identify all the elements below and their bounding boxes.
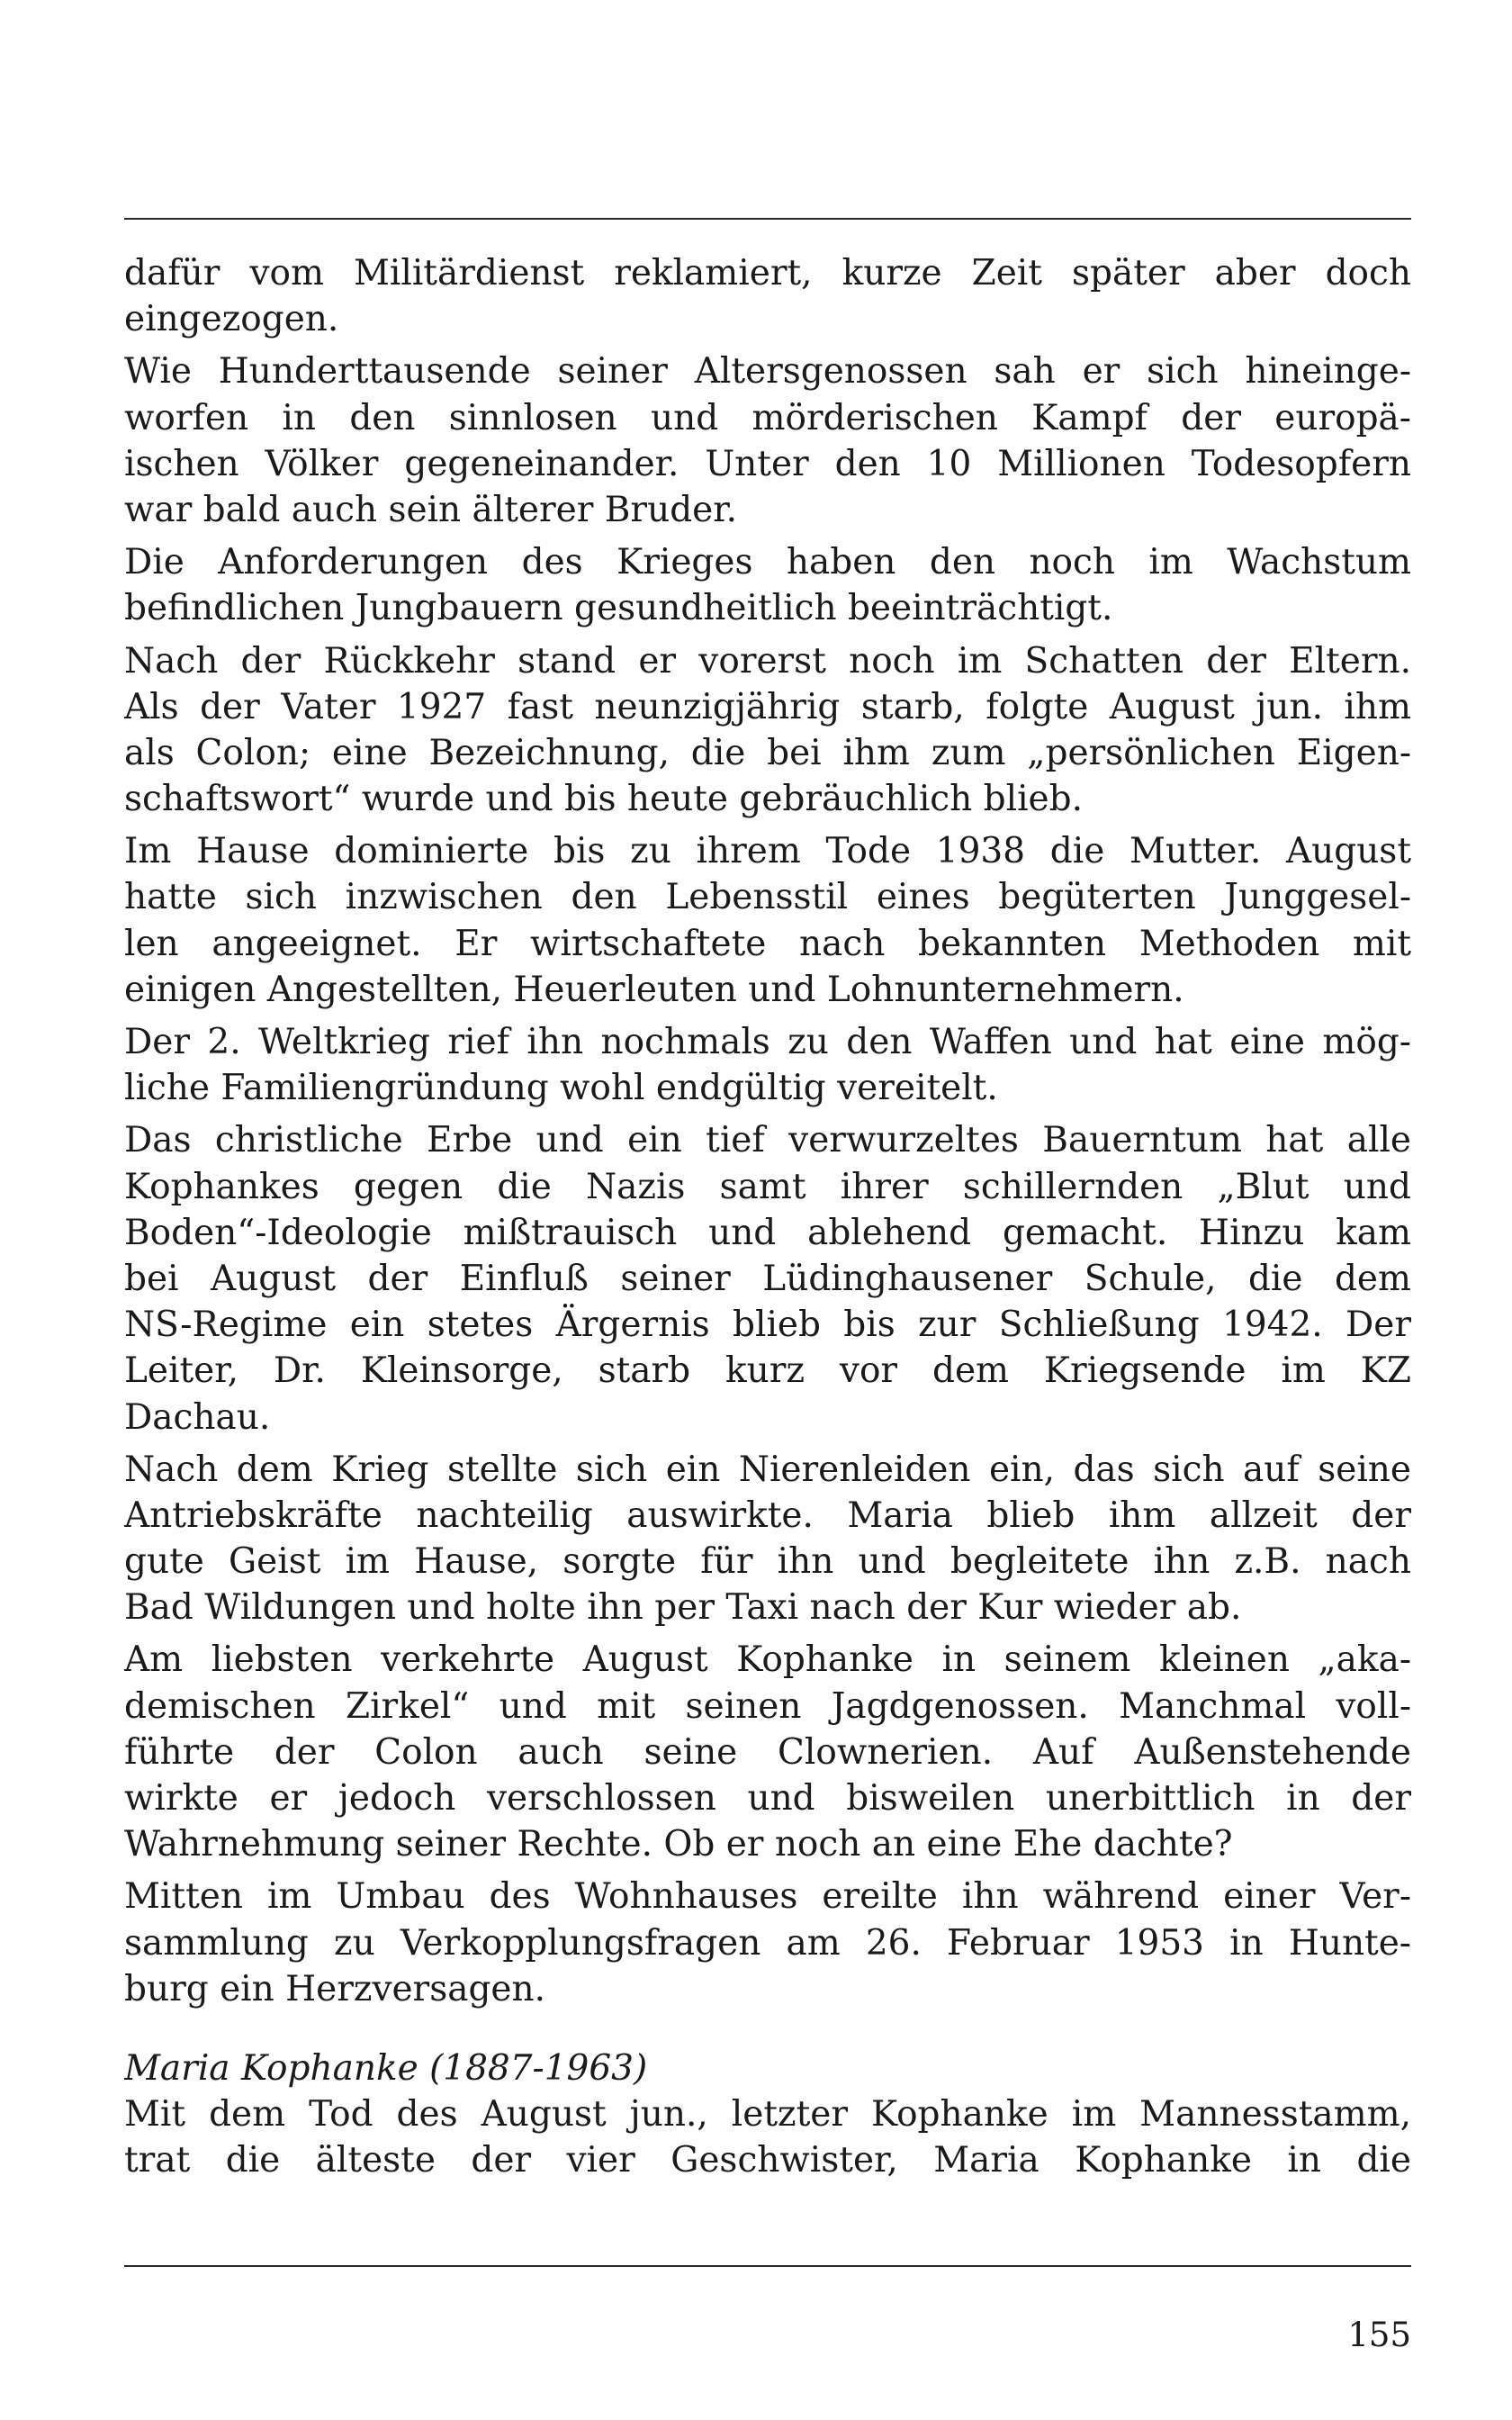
text-line: Das christliche Erbe und ein tief verwurzeltes Bauerntum hat alle xyxy=(124,1120,1411,1161)
text-line: Leiter, Dr. Kleinsorge, starb kurz vor dem Kriegsende im KZ xyxy=(124,1350,1411,1392)
section-heading: Maria Kophanke (1887-1963) xyxy=(124,2047,648,2089)
paragraph xyxy=(124,1637,1411,1867)
text-line: Am liebsten verkehrte August Kophanke in seinem kleinen „aka- xyxy=(124,1639,1411,1681)
page-number: 155 xyxy=(1347,2316,1411,2354)
text-line: eingezogen. xyxy=(124,299,339,340)
section-maria-kophanke xyxy=(124,2045,1411,2184)
text-line: burg ein Herzversagen. xyxy=(124,1968,546,2009)
text-line: NS-Regime ein stetes Ärgernis blieb bis zur Schließung 1942. Der xyxy=(124,1305,1411,1346)
text-line: hatte sich inzwischen den Lebensstil eines begüterten Junggesel- xyxy=(124,877,1411,918)
text-line: schaftswort“ wurde und bis heute gebräuchlich blieb. xyxy=(124,779,1083,820)
text-line: dafür vom Militärdienst reklamiert, kurze Zeit später aber doch xyxy=(124,253,1411,293)
text-line: ischen Völker gegeneinander. Unter den 10 Millionen Todesopfern xyxy=(124,443,1411,484)
text-line: führte der Colon auch seine Clownerien. Auf Außenstehende xyxy=(124,1731,1411,1773)
text-line: trat die älteste der vier Geschwister, Maria Kophanke in die xyxy=(124,2140,1411,2181)
text-line: Wie Hunderttausende seiner Altersgenossen sah er sich hineinge- xyxy=(124,351,1411,393)
paragraph xyxy=(124,1447,1411,1631)
paragraph xyxy=(124,638,1411,823)
text-line: bei August der Einfluß seiner Lüdinghausener Schule, die dem xyxy=(124,1258,1411,1299)
text-line: Kophankes gegen die Nazis samt ihrer schillernden „Blut und xyxy=(124,1166,1411,1207)
paragraph xyxy=(124,1874,1411,2012)
text-line: liche Familiengründung wohl endgültig vereitelt. xyxy=(124,1068,998,1109)
bottom-rule xyxy=(124,2265,1411,2267)
text-line: gute Geist im Hause, sorgte für ihn und begleitete ihn z.B. nach xyxy=(124,1541,1411,1583)
text-line: Der 2. Weltkrieg rief ihn nochmals zu den Waffen und hat eine mög- xyxy=(124,1022,1411,1062)
text-line: als Colon; eine Bezeichnung, die bei ihm zum „persönlichen Eigen- xyxy=(124,732,1411,773)
text-line: sammlung zu Verkopplungsfragen am 26. Februar 1953 in Hunte- xyxy=(124,1922,1411,1964)
text-line: Boden“-Ideologie mißtrauisch und ablehend gemacht. Hinzu kam xyxy=(124,1212,1411,1253)
text-line: Mitten im Umbau des Wohnhauses ereilte ihn während einer Ver- xyxy=(124,1876,1411,1918)
top-rule xyxy=(124,218,1411,220)
paragraph xyxy=(124,1019,1411,1111)
text-line: wirkte er jedoch verschlossen und bisweilen unerbittlich in der xyxy=(124,1778,1411,1819)
text-line: war bald auch sein älterer Bruder. xyxy=(124,489,737,530)
text-line: Nach dem Krieg stellte sich ein Nierenleiden ein, das sich auf seine xyxy=(124,1449,1411,1490)
text-line: Nach der Rückkehr stand er vorerst noch im Schatten der Eltern. xyxy=(124,640,1411,682)
text-line: befindlichen Jungbauern gesundheitlich beeinträchtigt. xyxy=(124,588,1113,629)
text-line: Mit dem Tod des August jun., letzter Kophanke im Mannesstamm, xyxy=(124,2094,1411,2136)
text-line: Als der Vater 1927 fast neunzigjährig starb, folgte August jun. ihm xyxy=(124,686,1411,727)
text-line: Dachau. xyxy=(124,1396,271,1438)
text-line: Antriebskräfte nachteilig auswirkte. Maria blieb ihm allzeit der xyxy=(124,1494,1411,1536)
text-line: Wahrnehmung seiner Rechte. Ob er noch an eine Ehe dachte? xyxy=(124,1824,1233,1865)
text-line: Die Anforderungen des Krieges haben den noch im Wachstum xyxy=(124,542,1411,583)
text-line: einigen Angestellten, Heuerleuten und Lohnunternehmern. xyxy=(124,969,1184,1010)
paragraph xyxy=(124,348,1411,533)
body-text xyxy=(124,250,1411,2184)
paragraph xyxy=(124,828,1411,1013)
text-line: worfen in den sinnlosen und mörderischen Kampf der europä- xyxy=(124,397,1411,438)
text-line: demischen Zirkel“ und mit seinen Jagdgenossen. Manchmal voll- xyxy=(124,1685,1411,1727)
paragraph xyxy=(124,1117,1411,1440)
text-line: Bad Wildungen und holte ihn per Taxi nach der Kur wieder ab. xyxy=(124,1587,1242,1629)
text-line: len angeeignet. Er wirtschaftete nach bekannten Methoden mit xyxy=(124,923,1411,964)
text-line: Im Hause dominierte bis zu ihrem Tode 1938 die Mutter. August xyxy=(124,831,1411,872)
paragraph xyxy=(124,250,1411,342)
paragraph xyxy=(124,539,1411,631)
